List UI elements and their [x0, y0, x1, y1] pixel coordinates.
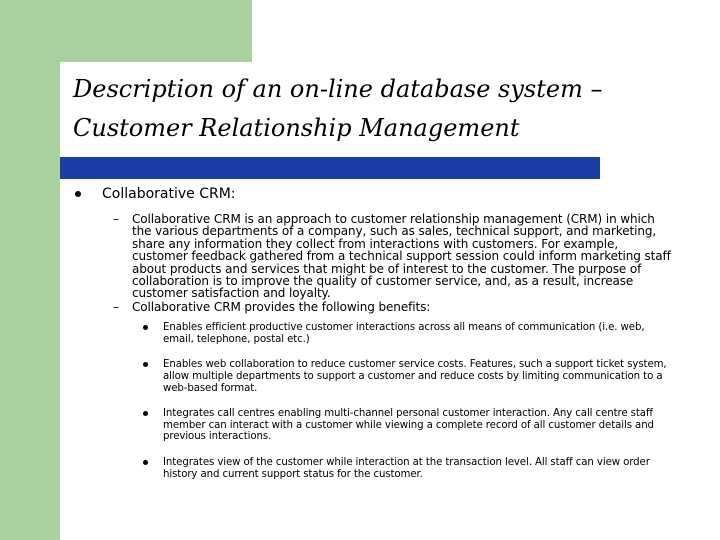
benefits-intro: Collaborative CRM provides the following benefits:: [132, 299, 431, 314]
benefit-item: [75, 457, 675, 480]
benefit-text: Integrates view of the customer while interaction at the transaction level. All staff can view order history and current support status for the customer.: [163, 457, 650, 480]
decorative-green-sidebar: [0, 0, 60, 540]
bullet-dot-icon: [75, 191, 81, 197]
sub-item-benefits: [75, 301, 675, 313]
title-divider-bar: [60, 157, 600, 179]
benefit-item: [75, 322, 675, 345]
benefits-list: [75, 322, 675, 480]
bullet-item-collaborative-crm: [75, 185, 675, 203]
dash-icon: –: [113, 212, 119, 226]
slide-body: [75, 183, 675, 494]
slide-title-line-1: Description of an on-line database system –: [73, 75, 603, 103]
bullet-dot-icon: [143, 325, 148, 330]
benefit-item: [75, 408, 675, 443]
slide-title-line-2: Customer Relationship Management: [73, 114, 520, 142]
bullet-dot-icon: [143, 460, 148, 465]
slide-title: [73, 70, 703, 148]
bullet-heading: Collaborative CRM:: [102, 186, 236, 202]
benefit-text: Enables web collaboration to reduce customer service costs. Features, such a support ticket system, allow multiple departments to support a customer and reduce costs by limiting communication to a web-based format.: [163, 359, 667, 394]
bullet-dot-icon: [143, 362, 148, 367]
benefit-item: [75, 359, 675, 394]
definition-paragraph: Collaborative CRM is an approach to customer relationship management (CRM) in which the various departments of a company, such as sales, technical support, and marketing, share any information they collect from interactions with customers. For example, customer feedback gathered from a technical support session could inform marketing staff about products and services that might be of interest to the customer. The purpose of collaboration is to improve the quality of customer service, and, as a result, increase customer satisfaction and loyalty.: [132, 212, 671, 301]
bullet-dot-icon: [143, 411, 148, 416]
sub-item-definition: [75, 213, 675, 300]
benefit-text: Enables efficient productive customer interactions across all means of communication (i.e. web, email, telephone, postal etc.): [163, 322, 645, 345]
benefit-text: Integrates call centres enabling multi-channel personal customer interaction. Any call centre staff member can interact with a customer while viewing a complete record of all customer details and previous interactions.: [163, 408, 654, 443]
dash-icon: –: [113, 299, 119, 314]
